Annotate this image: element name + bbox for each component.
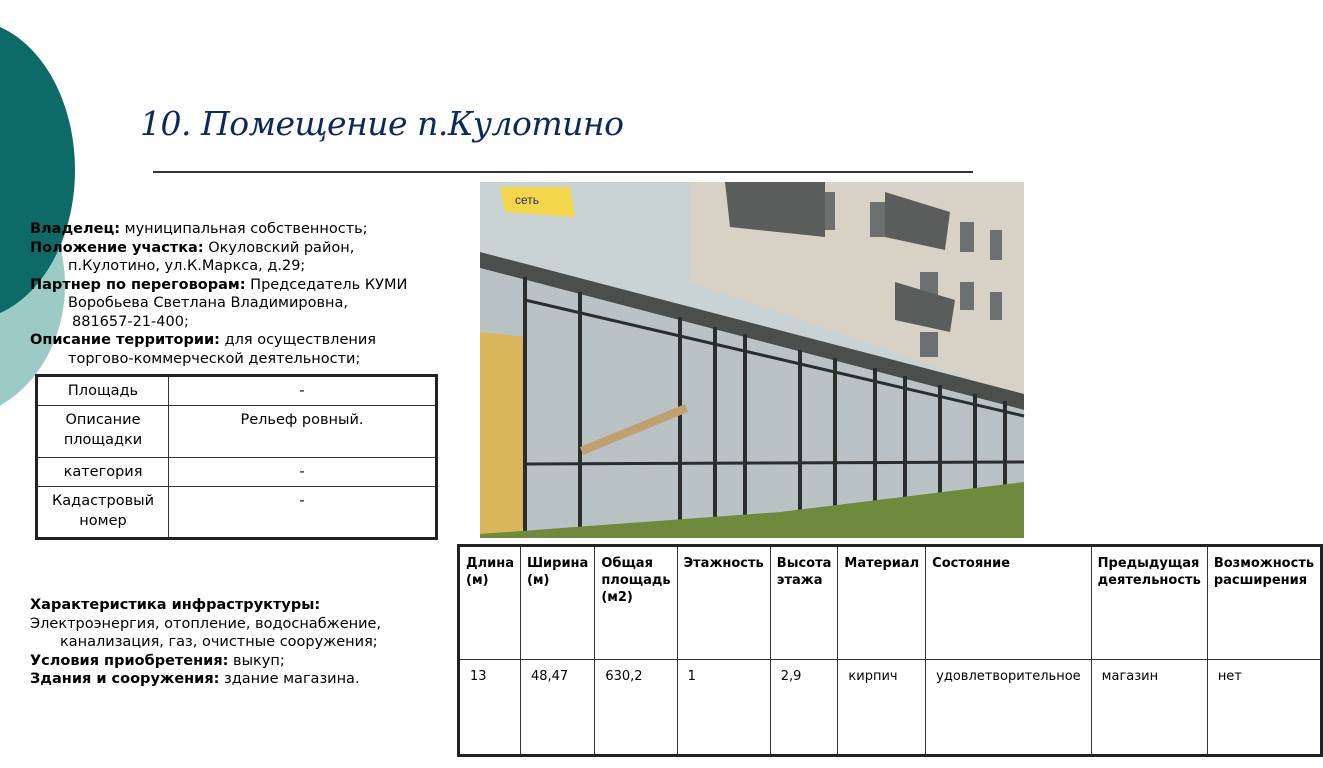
- table-header-row: [459, 546, 1322, 660]
- buildings-row: [30, 670, 470, 689]
- table-key: Кадастровый номер: [37, 487, 169, 539]
- header-floor-height: Высота этажа: [770, 546, 838, 660]
- owner-row: [30, 220, 480, 239]
- owner-label: Владелец:: [30, 221, 121, 237]
- partner-phone: 881657-21-400;: [72, 313, 189, 330]
- header-material: Материал: [838, 546, 926, 660]
- buildings-label: Здания и сооружения:: [30, 671, 220, 687]
- table-value: -: [169, 376, 437, 406]
- partner-row: [30, 276, 480, 295]
- owner-value: муниципальная собственность;: [120, 221, 368, 237]
- infra-heading-text: Характеристика инфраструктуры:: [30, 597, 321, 613]
- table-value: Рельеф ровный.: [169, 406, 437, 458]
- territory-label: Описание территории:: [30, 332, 220, 348]
- conditions-value: выкуп;: [228, 652, 285, 669]
- buildings-value: здание магазина.: [219, 671, 360, 687]
- table-key: Описание площадки: [37, 406, 169, 458]
- title-divider: [153, 171, 973, 173]
- value-expansion: нет: [1207, 660, 1321, 756]
- value-area: 630,2: [595, 660, 677, 756]
- table-row: [37, 487, 437, 539]
- header-width: Ширина (м): [520, 546, 594, 660]
- location-address: п.Кулотино, ул.К.Маркса, д.29;: [68, 258, 306, 274]
- building-table: [457, 544, 1323, 757]
- territory-row: [30, 331, 480, 350]
- infra-heading: [30, 596, 470, 615]
- slide-title: 10. Помещение п.Кулотино: [140, 104, 624, 143]
- header-previous-use: Предыдущая деятельность: [1091, 546, 1207, 660]
- territory-value: для осуществления: [219, 332, 376, 348]
- table-row: [37, 376, 437, 406]
- partner-label: Партнер по переговорам:: [30, 276, 246, 293]
- header-expansion: Возможность расширения: [1207, 546, 1321, 660]
- header-condition: Состояние: [926, 546, 1092, 660]
- location-value: Окуловский район,: [203, 239, 355, 256]
- table-row: [37, 458, 437, 487]
- table-key: Площадь: [37, 376, 169, 406]
- table-row: [459, 660, 1322, 756]
- site-table: [35, 374, 438, 540]
- location-row: [30, 239, 480, 258]
- value-width: 48,47: [520, 660, 594, 756]
- table-key: категория: [37, 458, 169, 487]
- header-length: Длина (м): [459, 546, 521, 660]
- conditions-row: [30, 652, 470, 671]
- table-value: -: [169, 458, 437, 487]
- infrastructure-info: [30, 596, 470, 689]
- header-area: Общая площадь (м2): [595, 546, 677, 660]
- partner-value: Председатель КУМИ: [245, 276, 408, 293]
- value-material: кирпич: [838, 660, 926, 756]
- partner-name: Воробьева Светлана Владимировна,: [68, 295, 349, 311]
- store-sign-text: сеть: [515, 193, 540, 207]
- property-info: [30, 220, 480, 368]
- conditions-label: Условия приобретения:: [30, 652, 229, 669]
- value-floors: 1: [677, 660, 770, 756]
- value-floor-height: 2,9: [770, 660, 838, 756]
- infra-utilities: Электроэнергия, отопление, водоснабжение,: [30, 615, 382, 632]
- header-floors: Этажность: [677, 546, 770, 660]
- location-label: Положение участка:: [30, 239, 204, 256]
- territory-value-2: торгово-коммерческой деятельности;: [68, 350, 361, 367]
- building-photo: [480, 182, 1024, 538]
- table-row: [37, 406, 437, 458]
- infra-utilities-2: канализация, газ, очистные сооружения;: [60, 634, 378, 650]
- value-previous-use: магазин: [1091, 660, 1207, 756]
- table-value: -: [169, 487, 437, 539]
- value-length: 13: [459, 660, 521, 756]
- value-condition: удовлетворительное: [926, 660, 1092, 756]
